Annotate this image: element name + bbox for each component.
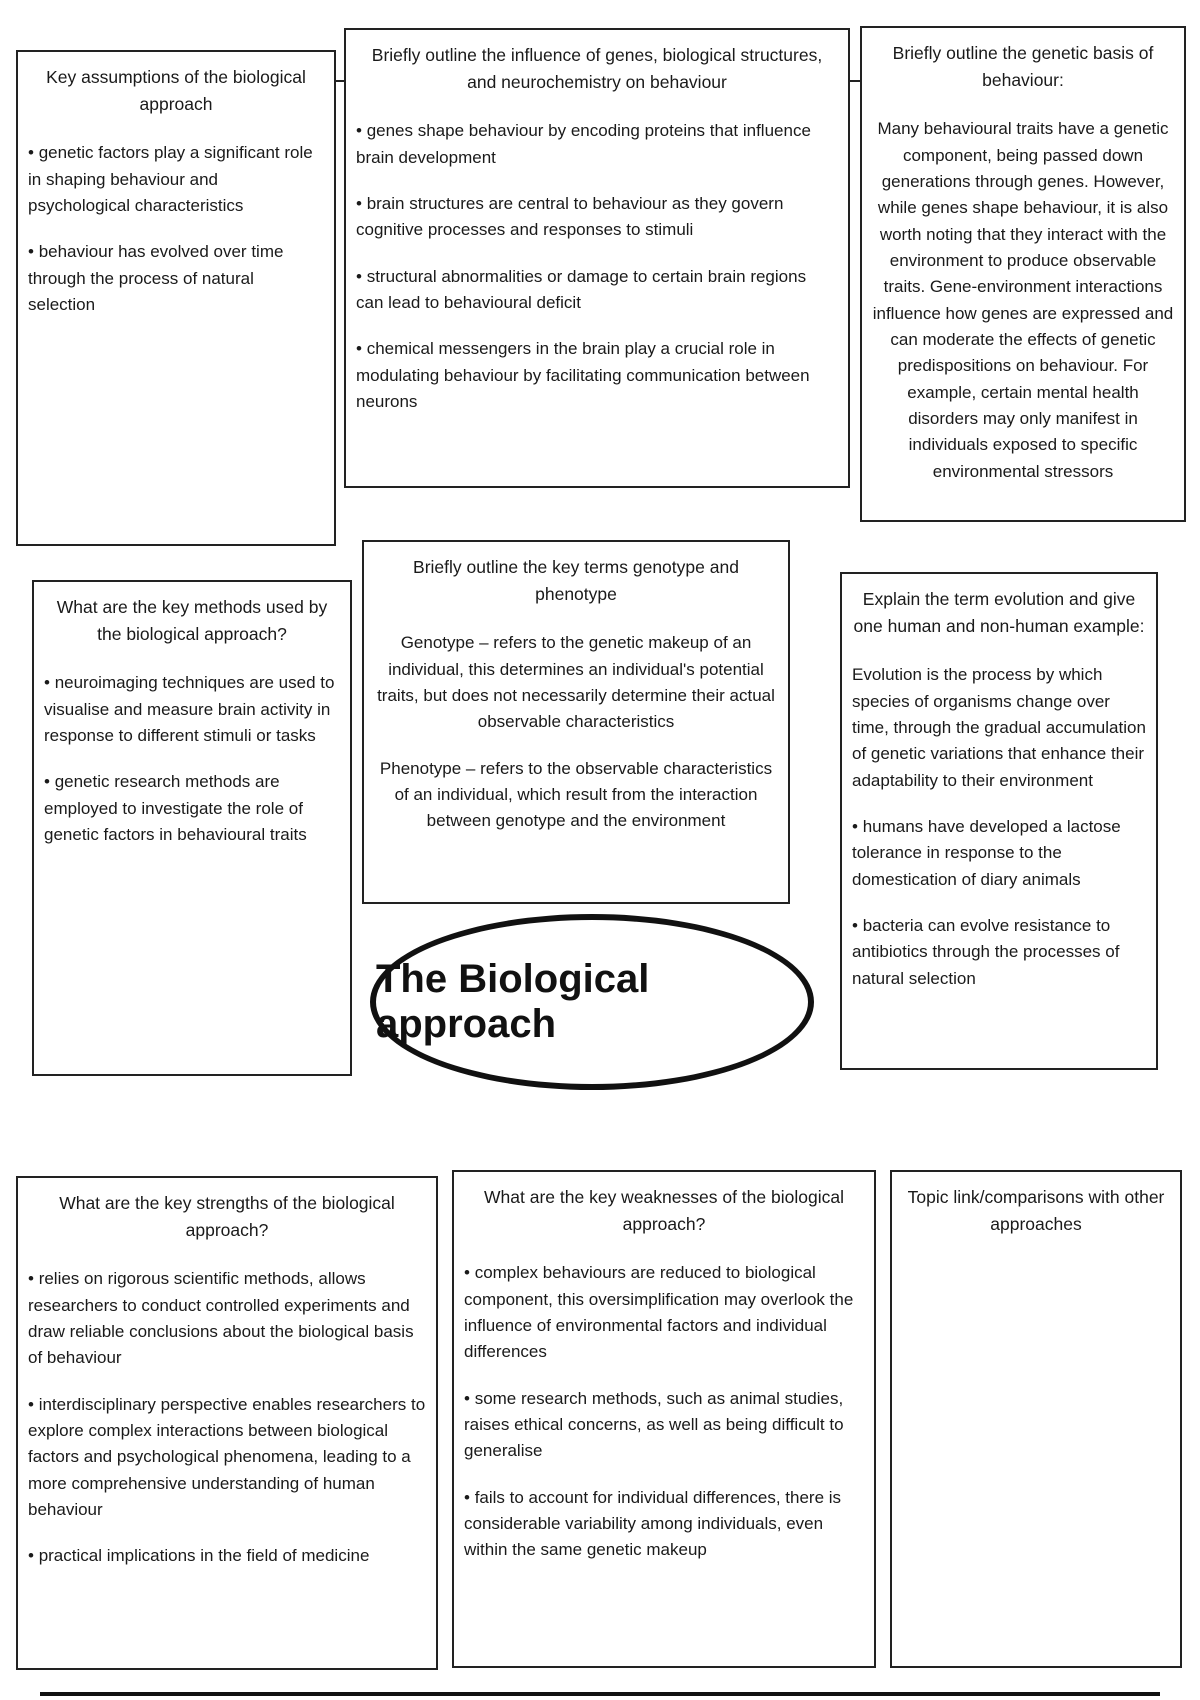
strengths-question: What are the key strengths of the biological approach? — [59, 1193, 395, 1241]
influence-question: Briefly outline the influence of genes, biological structures, and neurochemistry on behaviour — [371, 45, 823, 93]
methods-box — [32, 580, 352, 1076]
genetic-basis-question: Briefly outline the genetic basis of behaviour: — [892, 43, 1154, 91]
evolution-definition: Evolution is the process by which species of organisms change over time, through the gradual accumulation of genetic variations that enhance their adaptability to their environment — [852, 665, 1146, 790]
assumptions-box — [16, 50, 336, 546]
terms-question: Briefly outline the key terms genotype and phenotype — [413, 557, 739, 605]
influence-box — [344, 28, 850, 488]
methods-item: • genetic research methods are employed to investigate the role of genetic factors in behavioural traits — [44, 769, 340, 848]
evolution-question: Explain the term evolution and give one human and non-human example: — [853, 589, 1145, 637]
influence-item: • chemical messengers in the brain play a crucial role in modulating behaviour by facilitating communication between neurons — [356, 336, 838, 415]
weaknesses-item: • fails to account for individual differences, there is considerable variability among individuals, even within the same genetic makeup — [464, 1485, 864, 1564]
central-title-ellipse — [370, 914, 814, 1090]
weaknesses-box — [452, 1170, 876, 1668]
assumptions-item: • behaviour has evolved over time through the process of natural selection — [28, 239, 324, 318]
weaknesses-question: What are the key weaknesses of the biological approach? — [484, 1187, 844, 1235]
footer-rule — [40, 1692, 1160, 1696]
terms-box — [362, 540, 790, 904]
influence-item: • brain structures are central to behaviour as they govern cognitive processes and responses to stimuli — [356, 191, 838, 244]
methods-list — [44, 670, 340, 848]
genetic-basis-box — [860, 26, 1186, 522]
evolution-example-item: • humans have developed a lactose tolerance in response to the domestication of diary animals — [852, 814, 1146, 893]
assumptions-list — [28, 140, 324, 318]
methods-question: What are the key methods used by the biological approach? — [56, 597, 328, 645]
topic-link-box — [890, 1170, 1182, 1668]
genetic-basis-text: Many behavioural traits have a genetic component, being passed down generations through genes. However, while genes shape behaviour, it is also worth noting that they interact with the environment to produce observable traits. Gene-environment interactions influence how genes are expressed and can moderate the effects of genetic predispositions on behaviour. For example, certain mental health disorders may only manifest in individuals exposed to specific environmental stressors — [872, 119, 1174, 481]
influence-item: • genes shape behaviour by encoding proteins that influence brain development — [356, 118, 838, 171]
weaknesses-item: • some research methods, such as animal studies, raises ethical concerns, as well as being difficult to generalise — [464, 1386, 864, 1465]
assumptions-question: Key assumptions of the biological approach — [46, 67, 306, 115]
assumptions-item: • genetic factors play a significant role in shaping behaviour and psychological characteristics — [28, 140, 324, 219]
topic-link-question: Topic link/comparisons with other approaches — [907, 1187, 1165, 1235]
influence-list — [356, 118, 838, 415]
genotype-definition: Genotype – refers to the genetic makeup of an individual, this determines an individual's potential traits, but does not necessarily determine their actual observable characteristics — [377, 633, 775, 732]
evolution-box — [840, 572, 1158, 1070]
strengths-box — [16, 1176, 438, 1670]
evolution-example-item: • bacteria can evolve resistance to antibiotics through the processes of natural selection — [852, 913, 1146, 992]
influence-item: • structural abnormalities or damage to certain brain regions can lead to behavioural deficit — [356, 264, 838, 317]
strengths-list — [28, 1266, 426, 1569]
strengths-item: • practical implications in the field of medicine — [28, 1543, 426, 1569]
phenotype-definition: Phenotype – refers to the observable characteristics of an individual, which result from the interaction between genotype and the environment — [379, 758, 773, 831]
weaknesses-list — [464, 1260, 864, 1563]
strengths-item: • interdisciplinary perspective enables researchers to explore complex interactions between biological factors and psychological phenomena, leading to a more comprehensive understanding of human behaviour — [28, 1392, 426, 1524]
methods-item: • neuroimaging techniques are used to visualise and measure brain activity in response to different stimuli or tasks — [44, 670, 340, 749]
strengths-item: • relies on rigorous scientific methods, allows researchers to conduct controlled experiments and draw reliable conclusions about the biological basis of behaviour — [28, 1266, 426, 1371]
central-title: The Biological approach — [376, 957, 650, 1046]
evolution-examples — [852, 814, 1146, 992]
weaknesses-item: • complex behaviours are reduced to biological component, this oversimplification may overlook the influence of environmental factors and individual differences — [464, 1260, 864, 1365]
